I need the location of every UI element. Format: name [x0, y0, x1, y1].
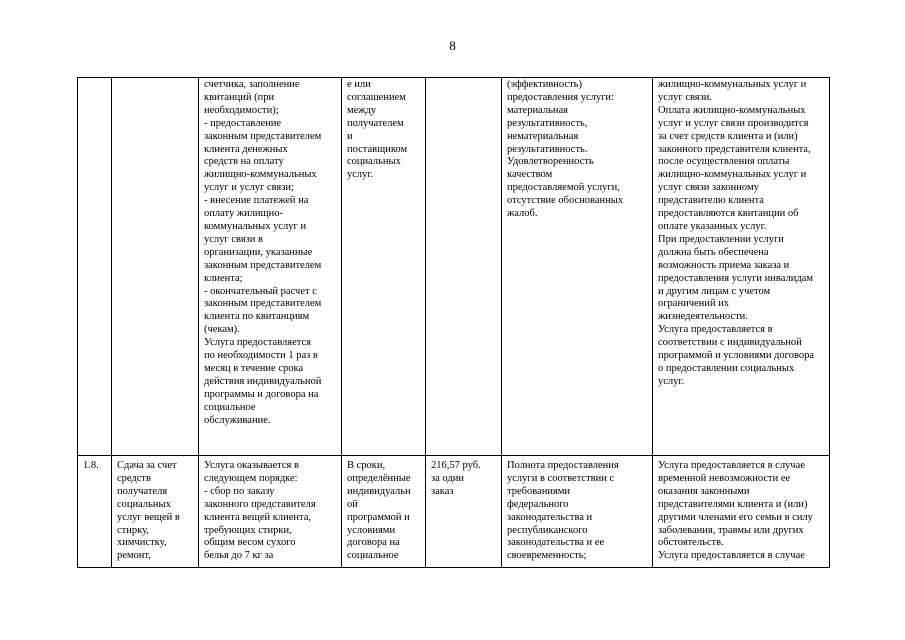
services-table	[77, 77, 830, 568]
cell-terms: В сроки, определённые индивидуальн ой программой и условиями договора на социальное	[342, 456, 426, 568]
cell-cost: 216,57 руб. за один заказ	[426, 456, 502, 568]
cell-quality: (эффективность) предоставления услуги: материальная результативность, нематериальная результативность. Удовлетворенность качеством предоставляемой услуги, отсутствие обоснованных жалоб.	[502, 78, 653, 456]
cell-quality: Полнота предоставления услуги в соответствии с требованиями федерального законодательства и республиканского законодательства и ее своевременность;	[502, 456, 653, 568]
cell-service-name	[112, 78, 199, 456]
cell-procedure: счетчика, заполнение квитанций (при необходимости); - предоставление законным представителем клиента денежных средств на оплату жилищно-коммунальных услуг и услуг связи; - внесение платежей на оплату жилищно- коммунальных услуг и услуг связи в организации, указанные законным представителем клиента; - окончательный расчет с законным представителем клиента по квитанциям (чекам). Услуга предоставляется по необходимости 1 раз в месяц в течение срока действия индивидуальной программы и договора на социальное обслуживание.	[199, 78, 342, 456]
page-number: 8	[449, 38, 456, 53]
cell-conditions: Услуга предоставляется в случае временной невозможности ее оказания законными представителями клиента и (или) другими членами его семьи в силу заболевания, травмы или других обстоятельств. Услуга предоставляется в случае	[653, 456, 830, 568]
cell-procedure: Услуга оказывается в следующем порядке: - сбор по заказу законного представителя клиента вещей клиента, требующих стирки, общим весом сухого белья до 7 кг за	[199, 456, 342, 568]
table-row	[78, 78, 830, 456]
cell-terms: е или соглашением между получателем и поставщиком социальных услуг.	[342, 78, 426, 456]
cell-cost	[426, 78, 502, 456]
cell-number	[78, 78, 112, 456]
table-row	[78, 456, 830, 568]
cell-service-name: Сдача за счет средств получателя социальных услуг вещей в стирку, химчистку, ремонт,	[112, 456, 199, 568]
cell-conditions: жилищно-коммунальных услуг и услуг связи. Оплата жилищно-коммунальных услуг и услуг связи производится за счет средств клиента и (или) законного представителя клиента, после осуществления оплаты жилищно-коммунальных услуг и услуг связи законному представителю клиента предоставляются квитанции об оплате указанных услуг. При предоставлении услуги должна быть обеспечена возможность приема заказа и предоставления услуги инвалидам и другим лицам с учетом ограничений их жизнедеятельности. Услуга предоставляется в соответствии с индивидуальной программой и условиями договора о предоставлении социальных услуг.	[653, 78, 830, 456]
cell-number: 1.8.	[78, 456, 112, 568]
